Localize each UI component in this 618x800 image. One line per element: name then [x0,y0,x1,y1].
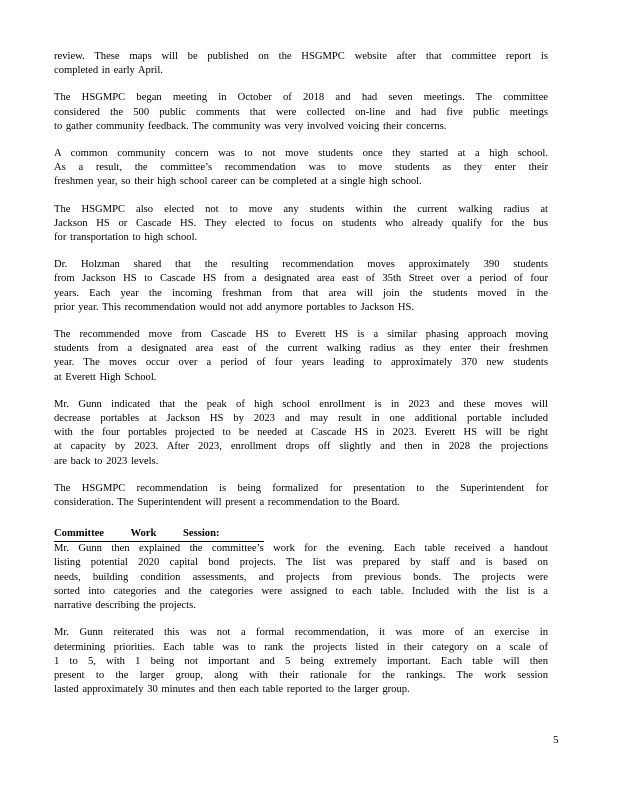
text-line: at capacity by 2023. After 2023, enrollment drops off slightly and then in 2028 the projections [54,441,548,453]
text-line: Mr. Gunn then explained the committee’s work for the evening. Each table received a handout [54,543,548,555]
text-line: needs, building condition assessments, and projects from previous bonds. The projects were [54,571,548,583]
paragraph-enrollment-peak [54,398,548,469]
text-line: Dr. Holzman shared that the resulting recommendation moves approximately 390 students [54,259,548,271]
text-line: The HSGMPC also elected not to move any students within the current walking radius at [54,203,548,215]
text-line: completed in early April. [54,65,163,77]
text-line: Mr. Gunn indicated that the peak of high school enrollment is in 2023 and these moves will [54,398,548,410]
text-line: are back to 2023 levels. [54,455,159,467]
paragraph-committee-meetings [54,91,548,134]
text-line: considered the 500 public comments that were collected on-line and had five public meetings [54,106,548,118]
text-line: at Everett High School. [54,371,157,383]
text-line: review. These maps will be published on the HSGMPC website after that committee report is [54,51,548,62]
text-line: lasted approximately 30 minutes and then each table reported to the larger group. [54,684,410,696]
page-number: 5 [553,734,559,746]
text-line: The HSGMPC began meeting in October of 2018 and had seven meetings. The committee [54,92,548,104]
paragraph-recommendation [54,482,548,510]
paragraph-map-review [54,50,548,78]
text-line: prior year. This recommendation would not add anymore portables to Jackson HS. [54,301,415,313]
paragraph-work-session-ranking [54,626,548,697]
text-line: to gather community feedback. The community was very involved voicing their concerns. [54,120,447,132]
text-line: Jackson HS or Cascade HS. They elected to focus on students who already qualify for the bus [54,217,548,229]
paragraph-community-concern [54,147,548,190]
text-line: years. Each year the incoming freshman from that area will join the students moved in the [54,287,548,299]
text-line: present to the larger group, along with their rationale for the rankings. The work session [54,669,548,681]
text-line: decrease portables at Jackson HS by 2023 and may result in one additional portable included [54,413,548,425]
text-line: Mr. Gunn reiterated this was not a formal recommendation, it was more of an exercise in [54,627,548,639]
text-line: with the four portables projected to be needed at Cascade HS in 2023. Everett HS will be right [54,427,548,439]
text-line: The recommended move from Cascade HS to Everett HS is a similar phasing approach moving [54,329,548,341]
text-line: A common community concern was to not move students once they started at a high school. [54,148,548,160]
text-line: 1 to 5, with 1 being not important and 5 being extremely important. Each table will then [54,655,548,667]
page-content [54,50,548,710]
section-work-session [54,523,548,697]
text-line: sorted into categories and the categories were assigned to each table. Included with the list is a [54,585,548,597]
paragraph-jackson-move [54,258,548,315]
text-line: from Jackson HS to Cascade HS from a designated area east of 35th Street over a period of four [54,273,548,285]
text-line: consideration. The Superintendent will present a recommendation to the Board. [54,497,400,509]
paragraph-walking-radius [54,203,548,246]
text-line: As a result, the committee’s recommendation was to move students as they enter their [54,162,548,174]
text-line: year. The moves occur over a period of four years leading to approximately 370 new students [54,357,548,369]
text-line: for transportation to high school. [54,232,198,244]
text-line: The HSGMPC recommendation is being formalized for presentation to the Superintendent for [54,482,548,494]
text-line: listing potential 2020 capital bond projects. The list was prepared by staff and is based on [54,557,548,569]
text-line: students from a designated area east of the current walking radius as they enter their freshmen [54,343,548,355]
section-heading: Committee Work Session: [54,527,264,542]
text-line: determining priorities. Each table was to rank the projects listed in their category on a scale of [54,641,548,653]
paragraph-work-session-intro [54,542,548,613]
text-line: freshmen year, so their high school career can be completed at a single high school. [54,176,422,188]
paragraph-cascade-move [54,328,548,385]
text-line: narrative describing the projects. [54,600,196,612]
